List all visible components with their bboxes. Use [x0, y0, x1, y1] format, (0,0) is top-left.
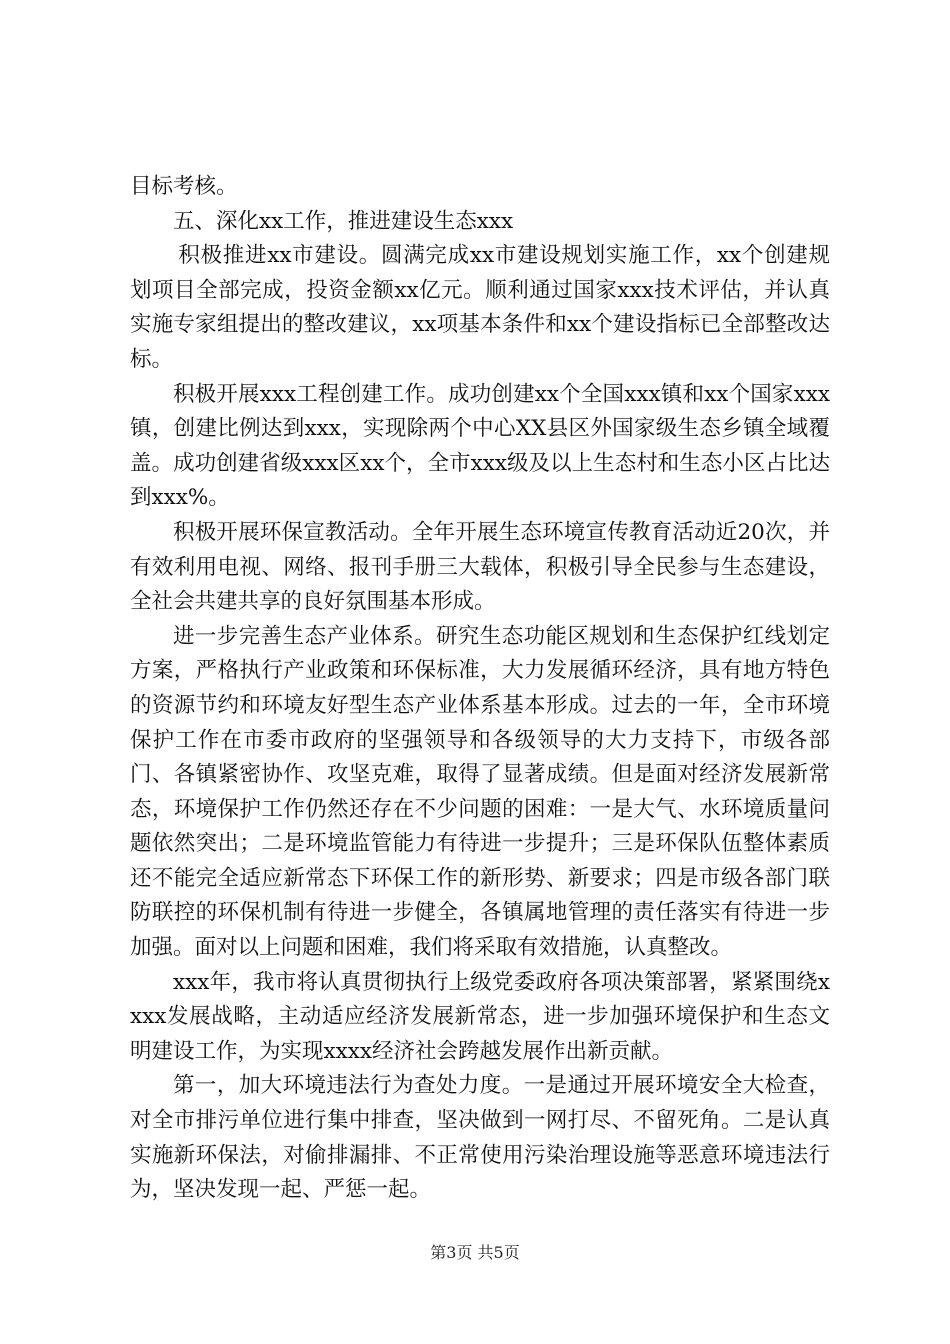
page-number-footer: 第3页 共5页 — [430, 1243, 520, 1262]
paragraph-6: 进一步完善生态产业体系。研究生态功能区规划和生态保护红线划定方案，严格执行产业政策和环保标准，大力发展循环经济，具有地方特色的资源节约和环境友好型生态产业体系基本形成。过去的一年，全市环境保护工作在市委市政府的坚强领导和各级领导的大力支持下，市级各部门、各镇紧密协作、攻坚克难，取得了显著成绩。但是面对经济发展新常态，环境保护工作仍然还存在不少问题的困难：一是大气、水环境质量问题依然突出；二是环境监管能力有待进一步提升；三是环保队伍整体素质还不能完全适应新常态下环保工作的新形势、新要求；四是市级各部门联防联控的环保机制有待进一步健全，各镇属地管理的责任落实有待进一步加强。面对以上问题和困难，我们将采取有效措施，认真整改。 — [130, 623, 830, 961]
section-heading-5: 五、深化xx工作，推进建设生态xxx — [173, 208, 514, 234]
paragraph-3: 积极推进xx市建设。圆满完成xx市建设规划实施工作，xx个创建规划项目全部完成，投资金额xx亿元。顺利通过国家xxx技术评估，并认真实施专家组提出的整改建议，xx项基本条件和xx个建设指标已全部整改达标。 — [130, 243, 830, 372]
paragraph-7: xxx年，我市将认真贯彻执行上级党委政府各项决策部署，紧紧围绕xxxx发展战略，主动适应经济发展新常态，进一步加强环境保护和生态文明建设工作，为实现xxxx经济社会跨越发展作出新贡献。 — [130, 969, 830, 1064]
document-body — [130, 170, 830, 1208]
paragraph-4: 积极开展xxx工程创建工作。成功创建xx个全国xxx镇和xx个国家xxx镇，创建比例达到xxx，实现除两个中心XX县区外国家级生态乡镇全域覆盖。成功创建省级xxx区xx个，全市xxx级及以上生态村和生态小区占比达到xxx%。 — [130, 381, 830, 511]
paragraph-8: 第一，加大环境违法行为查处力度。一是通过开展环境安全大检查，对全市排污单位进行集中排查，坚决做到一网打尽、不留死角。二是认真实施新环保法，对偷排漏排、不正常使用污染治理设施等恶意环境违法行为，坚决发现一起、严惩一起。 — [130, 1073, 830, 1203]
paragraph-5: 积极开展环保宣教活动。全年开展生态环境宣传教育活动近20次，并有效利用电视、网络、报刊手册三大载体，积极引导全民参与生态建设，全社会共建共享的良好氛围基本形成。 — [130, 519, 830, 615]
paragraph-1: 目标考核。 — [130, 174, 238, 199]
